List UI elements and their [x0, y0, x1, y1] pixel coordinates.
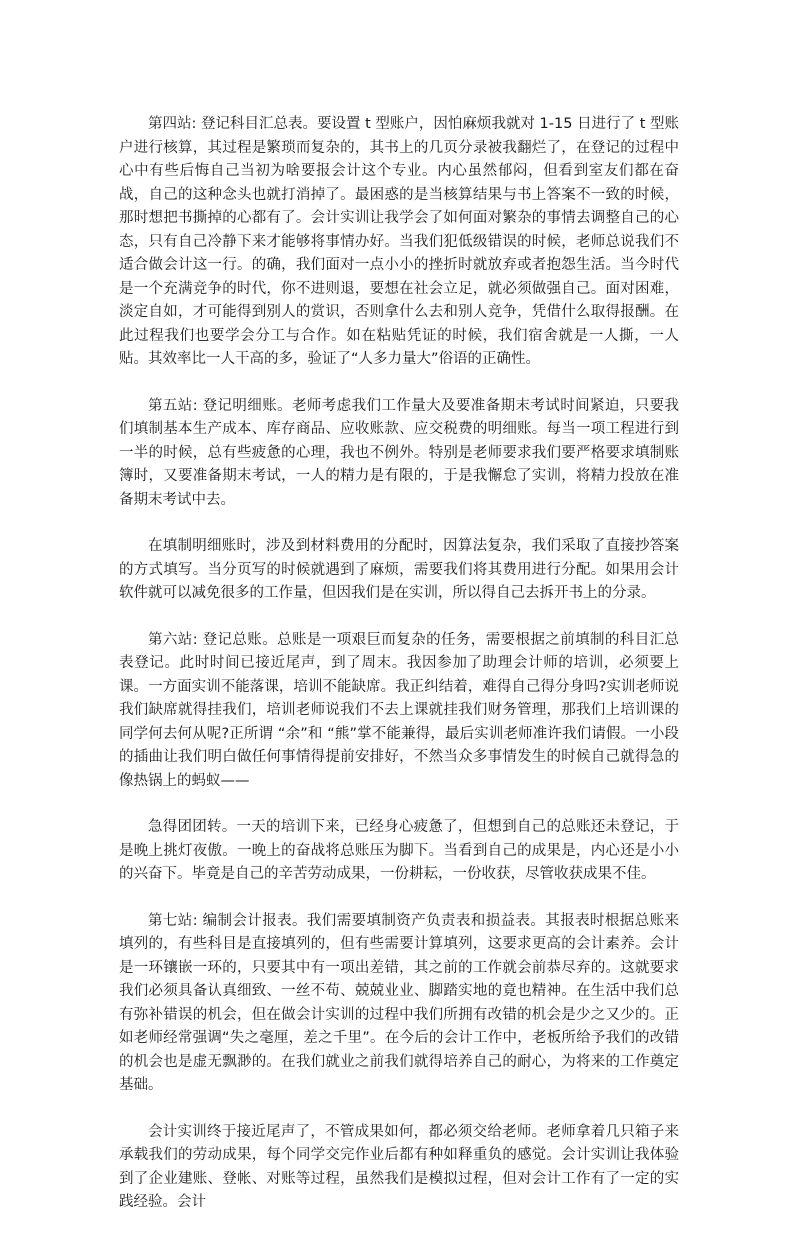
paragraph-station-6: 第六站: 登记总账。总账是一项艰巨而复杂的任务，需要根据之前填制的科目汇总表登记。此时时间已接近尾声，到了周末。我因参加了助理会计师的培训，必须要上课。一方面实训不能落课，培训不能缺席。我正纠结着，难得自己得分身吗?实训老师说我们缺席就得挂我们，培训老师说我们不去上课就挂我们财务管理，那我们上培训课的同学何去何从呢?正所谓 “余”和 “熊”掌不能兼得，最后实训老师准许我们请假。一小段的插曲让我们明白做任何事情得提前安排好，不然当众多事情发生的时候自己就得急的像热锅上的蚂蚁——: [119, 631, 679, 789]
paragraph-station-7: 第七站: 编制会计报表。我们需要填制资产负责表和损益表。其报表时根据总账来填列的，有些科目是直接填列的，但有些需要计算填列，这要求更高的会计素养。会计是一环镶嵌一环的，只要其中有一项出差错，其之前的工作就会前恭尽弃的。这就要求我们必须具备认真细致、一丝不苟、兢兢业业、脚踏实地的竟也精神。在生活中我们总有弥补错误的机会，但在做会计实训的过程中我们所拥有改错的机会是少之又少的。正如老师经常强调“失之毫厘，差之千里”。在今后的会计工作中，老板所给予我们的改错的机会也是虚无飘渺的。在我们就业之前我们就得培养自己的耐心，为将来的工作奠定基础。: [119, 912, 679, 1093]
document-body: [119, 113, 679, 1238]
paragraph-station-4: 第四站: 登记科目汇总表。要设置 t 型账户，因怕麻烦我就对 1-15 日进行了 t 型账户进行核算，其过程是繁琐而复杂的，其书上的几页分录被我翻烂了，在登记的过程中心中有些后悔自己当初为啥要报会计这个专业。内心虽然郁闷，但看到室友们都在奋战，自己的这种念头也就打消掉了。最困惑的是当核算结果与书上答案不一致的时候，那时想把书撕掉的心都有了。会计实训让我学会了如何面对繁杂的事情去调整自己的心态，只有自己冷静下来才能够将事情办好。当我们犯低级错误的时候，老师总说我们不适合做会计这一行。的确，我们面对一点小小的挫折时就放弃或者抱怨生活。当今时代是一个充满竞争的时代，你不进则退，要想在社会立足，就必须做强自己。面对困难，淡定自如，才可能得到别人的赏识，否则拿什么去和别人竞争，凭借什么取得报酬。在此过程我们也要学会分工与合作。如在粘贴凭证的时候，我们宿舍就是一人撕，一人贴。其效率比一人干高的多，验证了“人多力量大”俗语的正确性。: [119, 116, 679, 367]
paragraph-continuation: 急得团团转。一天的培训下来，已经身心疲惫了，但想到自己的总账还未登记，于是晚上挑灯夜傲。一晚上的奋战将总账压为脚下。当看到自己的成果是，内心还是小小的兴奋下。毕竟是自己的辛苦劳动成果，一份耕耘，一份收获，尽管收获成果不佳。: [119, 819, 679, 882]
paragraph-conclusion: 会计实训终于接近尾声了，不管成果如何，都必须交给老师。老师拿着几只箱子来承载我们的劳动成果，每个同学交完作业后都有种如释重负的感觉。会计实训让我体验到了企业建账、登帐、对账等过程，虽然我们是模拟过程，但对会计工作有了一定的实践经验。会计: [119, 1123, 679, 1210]
paragraph-detail-ledger: 在填制明细账时，涉及到材料费用的分配时，因算法复杂，我们采取了直接抄答案的方式填写。当分页写的时候就遇到了麻烦，需要我们将其费用进行分配。如果用会计软件就可以减免很多的工作量，但因我们是在实训，所以得自己去拆开书上的分录。: [119, 538, 679, 601]
paragraph-station-5: 第五站: 登记明细账。老师考虑我们工作量大及要准备期末考试时间紧迫，只要我们填制基本生产成本、库存商品、应收账款、应交税费的明细账。每当一项工程进行到一半的时候，总有些疲惫的心理，我也不例外。特别是老师要求我们要严格要求填制账簿时，又要准备期末考试，一人的精力是有限的，于是我懈怠了实训，将精力投放在准备期末考试中去。: [119, 397, 679, 508]
